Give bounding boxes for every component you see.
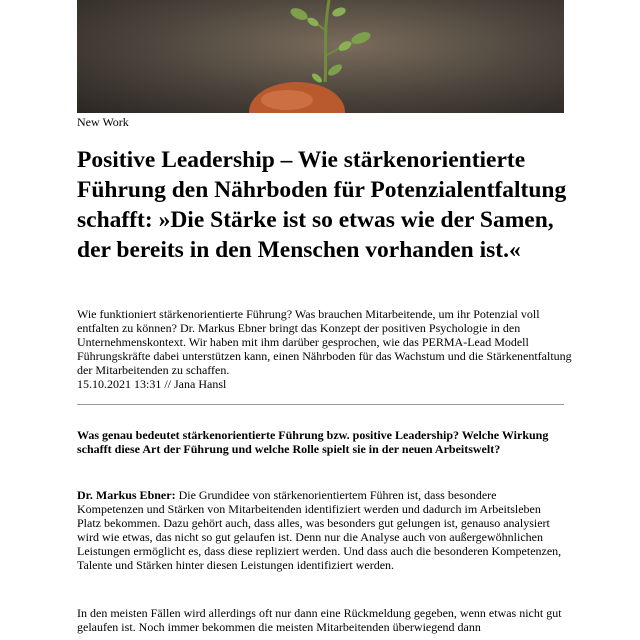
interview-question: Was genau bedeutet stärkenorientierte Führung bzw. positive Leadership? Welche Wirkung schafft diese Art der Führung und welche Rolle spielt sie in der neuen Arbeitswelt? bbox=[77, 428, 549, 456]
article-meta: 15.10.2021 13:31 // Jana Hansl bbox=[77, 377, 227, 391]
article-lead: Wie funktioniert stärkenorientierte Führung? Was brauchen Mitarbeitende, um ihr Potenzial voll entfalten zu können? Dr. Markus Ebner bringt das Konzept der positiven Psychologie in den Unternehmenskontext. Wir haben mit ihm darüber gesprochen, wie das PERMA-Lead Modell Führungskräfte dabei unterstützen kann, einen Nährboden für das Wachstum und die Stärkenentfaltung der Mitarbeitenden zu schaffen. bbox=[77, 307, 572, 377]
answer-speaker: Dr. Markus Ebner: bbox=[77, 488, 176, 502]
hero-image bbox=[77, 0, 564, 113]
divider bbox=[77, 404, 564, 405]
article-headline: Positive Leadership – Wie stärkenorientierte Führung den Nährboden für Potenzialentfaltung schafft: »Die Stärke ist so etwas wie der Samen, der bereits in den Menschen vorhanden ist.« bbox=[77, 147, 567, 263]
seedling-illustration bbox=[77, 0, 564, 113]
answer-text: Die Grundidee von stärkenorientiertem Führen ist, dass besondere Kompetenzen und Stärken von Mitarbeitenden identifiziert werden und dadurch im Arbeitsleben Platz bekommen. Dazu gehört auch, dass alles, was besonders gut gelungen ist, genauso analysiert wird wie etwas, das nicht so gut gelaufen ist. Denn nur die Analyse auch von außergewöhnlichen Leistungen ermöglicht es, dass diese repliziert werden. Und dass auch die besonderen Kompetenzen, Talente und Stärken hinter diesen Leistungen identifiziert werden. bbox=[77, 488, 562, 572]
interview-answer bbox=[77, 488, 564, 572]
interview-answer-continued: In den meisten Fällen wird allerdings oft nur dann eine Rückmeldung gegeben, wenn etwas nicht gut gelaufen ist. Noch immer bekommen die meisten Mitarbeitenden überwiegend dann bbox=[77, 606, 562, 634]
article-category[interactable]: New Work bbox=[77, 115, 129, 129]
